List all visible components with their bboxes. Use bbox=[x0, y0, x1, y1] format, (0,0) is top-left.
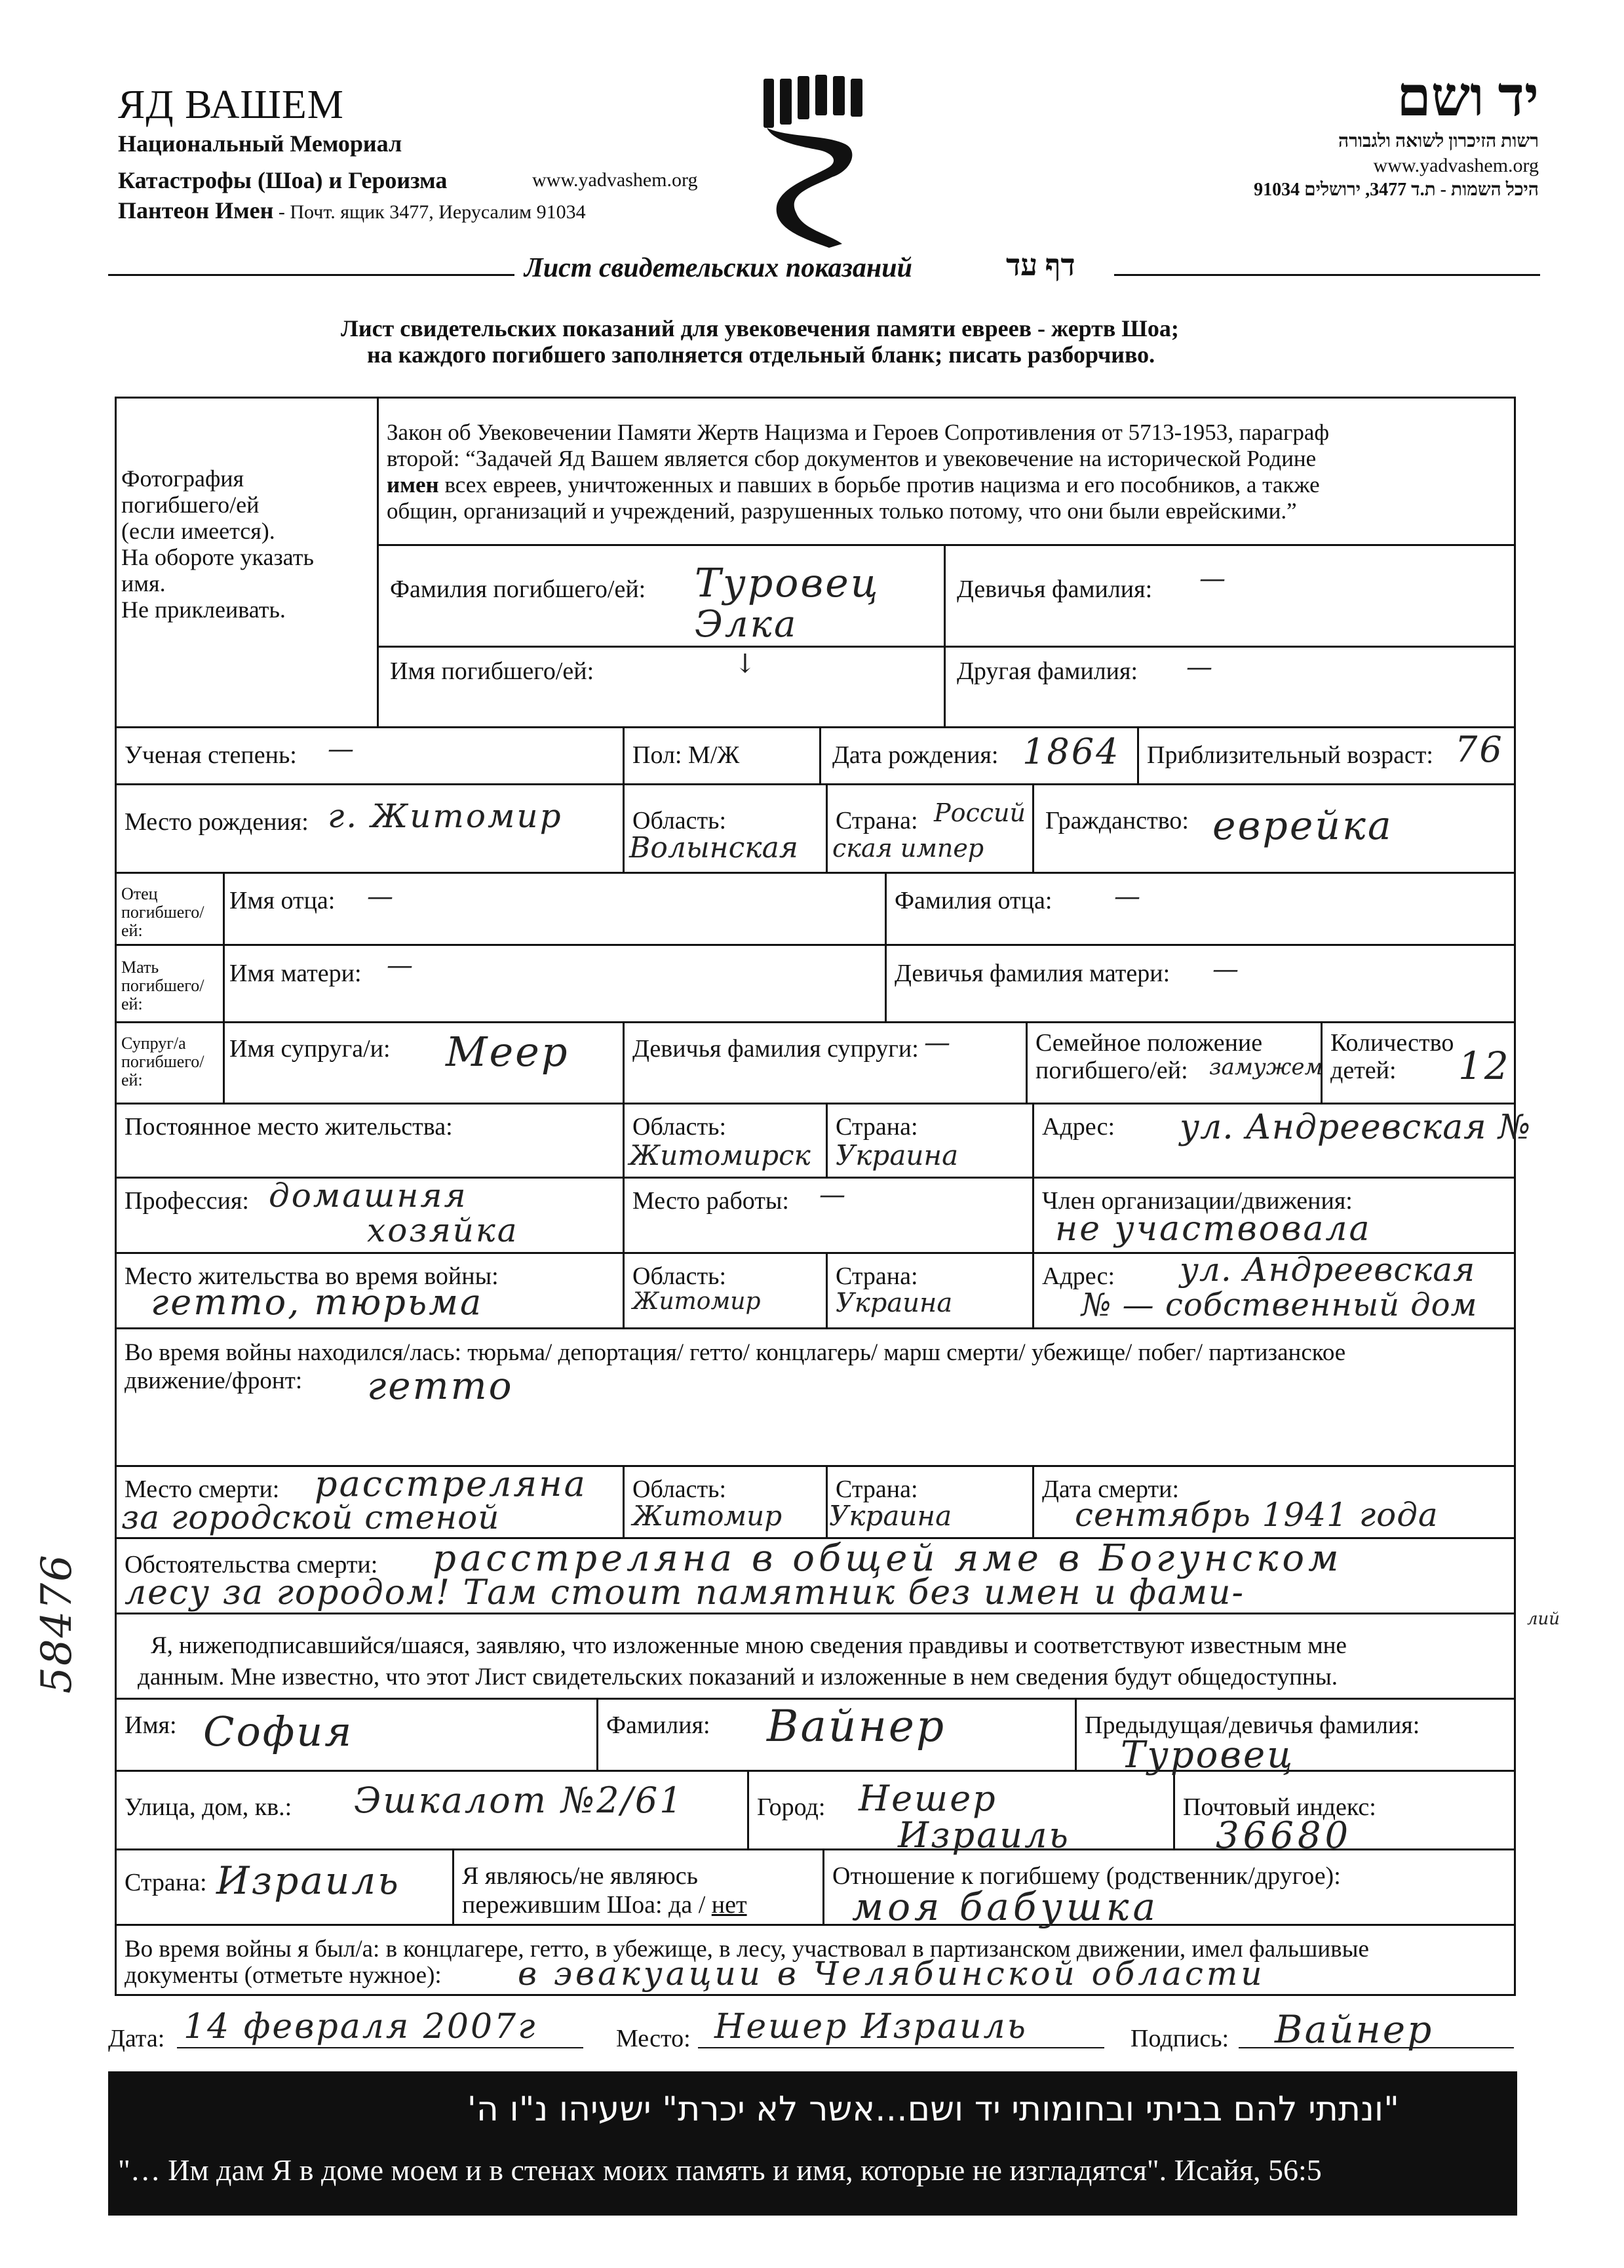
birth-country-value2[interactable]: ская импер bbox=[832, 834, 984, 863]
submitter-country-label: Страна: bbox=[125, 1869, 207, 1896]
father-side1: Отец bbox=[121, 884, 158, 903]
rule-degree bbox=[115, 783, 1516, 785]
header-left bbox=[118, 82, 402, 157]
war-address-value2[interactable]: № — собственный дом bbox=[1081, 1287, 1478, 1323]
submitter-prev-label: Предыдущая/девичья фамилия: bbox=[1085, 1711, 1420, 1739]
v-sub1 bbox=[596, 1698, 598, 1770]
father-surname-value[interactable]: — bbox=[1114, 882, 1142, 912]
first-name-label: Имя погибшего/ей: bbox=[390, 657, 594, 685]
v-surname bbox=[944, 544, 946, 726]
death-country-value[interactable]: Украина bbox=[829, 1500, 952, 1532]
law-l4: общин, организаций и учреждений, разрушенных только потому, что они были еврейскими.” bbox=[387, 498, 1297, 524]
children-value[interactable]: 12 bbox=[1458, 1044, 1511, 1088]
membership-value[interactable]: не участвовала bbox=[1055, 1209, 1372, 1249]
v-degree bbox=[623, 726, 625, 783]
citizenship-value[interactable]: еврейка bbox=[1212, 803, 1393, 849]
survivor-l2 bbox=[462, 1890, 747, 1919]
v-sub5 bbox=[452, 1848, 454, 1924]
father-surname-label: Фамилия отца: bbox=[895, 887, 1053, 914]
birth-country-label: Страна: bbox=[836, 807, 918, 834]
death-place-label: Место смерти: bbox=[125, 1476, 280, 1503]
sex-label: Пол: М/Ж bbox=[632, 741, 740, 769]
degree-value[interactable]: — bbox=[328, 734, 356, 764]
res-region-label: Область: bbox=[632, 1113, 727, 1141]
date-label: Дата: bbox=[108, 2025, 165, 2052]
pantheon-label: Пантеон Имен bbox=[118, 197, 274, 224]
survivor-yes: пережившим Шоа: да / bbox=[462, 1891, 712, 1919]
membership-label: Член организации/движения: bbox=[1042, 1187, 1353, 1215]
surname-label: Фамилия погибшего/ей: bbox=[390, 576, 646, 603]
hebrew-sub1: רשות הזיכרון לשואה ולגבורה bbox=[1338, 131, 1539, 151]
mother-maiden-label: Девичья фамилия матери: bbox=[895, 960, 1170, 987]
profession-value2[interactable]: хозяйка bbox=[367, 1211, 519, 1249]
v-bregion bbox=[826, 783, 828, 872]
children-label bbox=[1330, 1029, 1454, 1084]
mother-name-label: Имя матери: bbox=[229, 960, 362, 987]
rule-declaration bbox=[115, 1698, 1516, 1700]
v-sub3 bbox=[747, 1770, 749, 1848]
photo-l1: Фотография bbox=[121, 465, 244, 492]
war-address-label: Адрес: bbox=[1042, 1262, 1115, 1290]
rule-name bbox=[115, 726, 1516, 728]
maiden-value[interactable]: — bbox=[1199, 564, 1228, 594]
submitter-name-label: Имя: bbox=[125, 1711, 177, 1739]
law-l3-bold: имен bbox=[387, 472, 439, 498]
spouse-name-value[interactable]: Меер bbox=[446, 1028, 570, 1076]
war-region-label: Область: bbox=[632, 1262, 727, 1290]
city-value1[interactable]: Нешер bbox=[859, 1778, 997, 1819]
maiden-label: Девичья фамилия: bbox=[957, 576, 1153, 603]
v-side bbox=[223, 872, 225, 1103]
v-res3 bbox=[1032, 1103, 1034, 1327]
rule-spouse bbox=[115, 1103, 1516, 1105]
v-sub4 bbox=[1173, 1770, 1175, 1848]
rule-country bbox=[115, 1924, 1516, 1926]
survivor-no[interactable]: нет bbox=[711, 1891, 747, 1919]
title-rule-left bbox=[108, 274, 514, 276]
death-date-value[interactable]: сентябрь 1941 года bbox=[1075, 1496, 1439, 1534]
v-death2 bbox=[826, 1465, 828, 1537]
birth-region-value[interactable]: Волынская bbox=[629, 831, 798, 865]
spouse-side3: ей: bbox=[121, 1070, 143, 1089]
citizenship-label: Гражданство: bbox=[1045, 807, 1189, 834]
survivor-label bbox=[462, 1862, 747, 1919]
city-value2[interactable]: Израиль bbox=[898, 1814, 1070, 1856]
war-country-label: Страна: bbox=[836, 1262, 918, 1290]
other-surname-label: Другая фамилия: bbox=[957, 657, 1138, 685]
degree-label: Ученая степень: bbox=[125, 741, 297, 769]
father-name-label: Имя отца: bbox=[229, 887, 336, 914]
war-status-value[interactable]: гетто bbox=[367, 1363, 514, 1408]
mother-side2: погибшего/ bbox=[121, 976, 204, 995]
father-side2: погибшего/ bbox=[121, 903, 204, 922]
law-l3-rest: всех евреев, уничтоженных и павших в борьбе против нацизма и его пособников, а также bbox=[438, 472, 1320, 498]
res-country-value[interactable]: Украина bbox=[836, 1139, 959, 1171]
war-country-value[interactable]: Украина bbox=[836, 1288, 953, 1318]
birthdate-label: Дата рождения: bbox=[832, 741, 999, 769]
city-label: Город: bbox=[757, 1793, 826, 1821]
photo-l4: На обороте указать bbox=[121, 544, 314, 570]
war-status-line2: движение/фронт: bbox=[125, 1367, 303, 1394]
mother-maiden-value[interactable]: — bbox=[1212, 954, 1241, 985]
relation-value[interactable]: моя бабушка bbox=[852, 1885, 1160, 1929]
rule-father bbox=[115, 944, 1516, 946]
signature-label: Подпись: bbox=[1131, 2025, 1229, 2052]
children-l1: Количество bbox=[1330, 1029, 1454, 1057]
submitter-name-value[interactable]: София bbox=[203, 1708, 354, 1755]
wartime-value[interactable]: в эвакуации в Челябинской области bbox=[518, 1955, 1266, 1993]
other-surname-value[interactable]: — bbox=[1186, 652, 1214, 682]
first-name-value[interactable]: Элка bbox=[695, 603, 798, 646]
rule-birth bbox=[115, 872, 1516, 874]
law-l3 bbox=[387, 472, 1329, 498]
res-country-label: Страна: bbox=[836, 1113, 918, 1141]
spouse-side1: Супруг/а bbox=[121, 1034, 186, 1053]
v-war2 bbox=[826, 1252, 828, 1327]
war-residence-value[interactable]: гетто, тюрьма bbox=[151, 1281, 484, 1323]
spouse-name-label: Имя супруга/и: bbox=[229, 1035, 391, 1063]
v-sex bbox=[819, 726, 821, 783]
survivor-l1: Я являюсь/не являюсь bbox=[462, 1862, 698, 1890]
margin-reference-number: 58476 bbox=[32, 1554, 81, 1694]
title-rule-right bbox=[1114, 274, 1540, 276]
signature-value[interactable]: Вайнер bbox=[1275, 2007, 1434, 2052]
photo-l6: Не приклеивать. bbox=[121, 596, 286, 623]
relation-label: Отношение к погибшему (родственник/другое): bbox=[832, 1862, 1341, 1890]
form-title-hebrew: דף עד bbox=[1006, 248, 1075, 282]
org-name: ЯД ВАШЕМ bbox=[118, 83, 344, 127]
spouse-side-label bbox=[121, 1034, 204, 1089]
yad-vashem-logo-icon bbox=[760, 72, 872, 249]
war-region-value[interactable]: Житомир bbox=[632, 1288, 761, 1315]
first-name-arrow-icon: ↓ bbox=[734, 649, 758, 679]
photo-l3: (если имеется). bbox=[121, 518, 275, 544]
hebrew-sub2: היכל השמות - ת.ד 3477, ירושלים 91034 bbox=[1254, 180, 1539, 200]
marital-status-value[interactable]: замужем bbox=[1209, 1054, 1323, 1080]
v-birthdate bbox=[1137, 726, 1139, 783]
rule-surname bbox=[377, 646, 1516, 648]
workplace-value[interactable]: — bbox=[819, 1180, 847, 1210]
circumstances-value2[interactable]: лесу за городом! Там стоит памятник без имен и фами- bbox=[125, 1573, 1245, 1613]
declaration-l1: Я, нижеподписавшийся/шаяся, заявляю, что изложенные мною сведения правдивы и соответствуют известным мне bbox=[151, 1632, 1347, 1659]
war-status-line1: Во время войны находился/лась: тюрьма/ депортация/ гетто/ концлагерь/ марш смерти/ убежище/ побег/ партизанское bbox=[125, 1339, 1346, 1366]
date-value[interactable]: 14 февраля 2007г bbox=[184, 2007, 537, 2046]
pantheon-address: - Почт. ящик 3477, Иерусалим 91034 bbox=[273, 201, 586, 223]
profession-value1[interactable]: домашняя bbox=[269, 1177, 468, 1215]
place-underline bbox=[698, 2047, 1104, 2048]
residence-label: Постоянное место жительства: bbox=[125, 1113, 453, 1141]
photo-l5: имя. bbox=[121, 570, 166, 596]
website-right: www.yadvashem.org bbox=[1373, 155, 1539, 176]
age-value[interactable]: 76 bbox=[1455, 729, 1504, 770]
form-title: Лист свидетельских показаний bbox=[524, 253, 912, 283]
mother-side1: Мать bbox=[121, 958, 159, 977]
res-address-value[interactable]: ул. Андреевская № bbox=[1180, 1108, 1532, 1147]
v-death3 bbox=[1032, 1465, 1034, 1537]
v-bcountry bbox=[1032, 783, 1034, 872]
mother-side-label bbox=[121, 958, 204, 1013]
v-spouse bbox=[623, 1021, 625, 1103]
death-place-value1[interactable]: расстреляна bbox=[315, 1463, 587, 1504]
submitter-prev-value[interactable]: Туровец bbox=[1121, 1734, 1295, 1776]
mother-side3: ей: bbox=[121, 994, 143, 1013]
surname-value[interactable]: Туровец bbox=[695, 560, 880, 606]
rule-circumstances bbox=[115, 1613, 1516, 1614]
wartime-l1: Во время войны я был/а: в концлагере, гетто, в убежище, в лесу, участвовал в партизанском движении, имел фальшивые bbox=[125, 1936, 1369, 1963]
website-left: www.yadvashem.org bbox=[532, 169, 698, 191]
res-region-value[interactable]: Житомирск bbox=[629, 1139, 811, 1171]
workplace-label: Место работы: bbox=[632, 1187, 789, 1215]
spouse-maiden-label: Девичья фамилия супруги: bbox=[632, 1035, 919, 1063]
circumstances-label: Обстоятельства смерти: bbox=[125, 1551, 378, 1578]
rule-war-residence bbox=[115, 1327, 1516, 1329]
v-spouse2 bbox=[1026, 1021, 1028, 1103]
law-l1: Закон об Увековечении Памяти Жертв Нацизма и Героев Сопротивления от 5713-1953, параграф bbox=[387, 420, 1330, 445]
spouse-maiden-value[interactable]: — bbox=[924, 1028, 952, 1058]
marital-status-l1: Семейное положение bbox=[1035, 1029, 1263, 1057]
father-side-label bbox=[121, 885, 204, 940]
res-address-label: Адрес: bbox=[1042, 1113, 1115, 1141]
org-sub1: Национальный Мемориал bbox=[118, 130, 402, 157]
v-sub6 bbox=[822, 1848, 824, 1924]
place-value[interactable]: Нешер Израиль bbox=[714, 2007, 1028, 2046]
rule-law bbox=[377, 544, 1516, 546]
v-sub2 bbox=[1075, 1698, 1077, 1770]
street-value[interactable]: Эшкалот №2/61 bbox=[354, 1780, 684, 1821]
spouse-side2: погибшего/ bbox=[121, 1052, 204, 1071]
quote-hebrew: "ונתתי להם בביתי ובחומותי יד ושם...אשר לא יכרת" ישעיהו נ"ו ה' bbox=[467, 2090, 1399, 2129]
profession-label: Профессия: bbox=[125, 1187, 249, 1215]
war-residence-label: Место жительства во время войны: bbox=[125, 1262, 499, 1290]
birthdate-value[interactable]: 1864 bbox=[1022, 731, 1121, 772]
photo-l2: погибшего/ей bbox=[121, 492, 260, 518]
birth-region-label: Область: bbox=[632, 807, 727, 834]
death-date-label: Дата смерти: bbox=[1042, 1476, 1180, 1503]
birth-country-value1[interactable]: Россий bbox=[934, 798, 1026, 827]
law-l2: второй: “Задачей Яд Вашем является сбор документов и увековечение на исторической Родине bbox=[387, 446, 1317, 471]
v-death1 bbox=[623, 1465, 625, 1537]
street-label: Улица, дом, кв.: bbox=[125, 1793, 292, 1821]
rule-mother bbox=[115, 1021, 1516, 1023]
zip-value[interactable]: 36680 bbox=[1216, 1814, 1353, 1857]
law-text bbox=[387, 420, 1329, 524]
submitter-country-value[interactable]: Израиль bbox=[216, 1858, 400, 1903]
age-label: Приблизительный возраст: bbox=[1147, 741, 1433, 769]
father-side3: ей: bbox=[121, 921, 143, 940]
marital-status-l2: погибшего/ей: bbox=[1035, 1057, 1188, 1084]
quote-russian: "… Им дам Я в доме моем и в стенах моих память и имя, которые не изгладятся". Исайя, 56:5 bbox=[118, 2153, 1322, 2187]
quote-banner bbox=[108, 2071, 1517, 2216]
declaration-l2: данным. Мне известно, что этот Лист свидетельских показаний и изложенные в нем сведения будут общедоступны. bbox=[138, 1664, 1338, 1691]
place-label: Место: bbox=[616, 2025, 691, 2052]
children-l2: детей: bbox=[1330, 1057, 1397, 1084]
hebrew-title: יד ושם bbox=[1397, 67, 1539, 128]
circumstances-value3[interactable]: лий bbox=[1527, 1609, 1560, 1629]
v-parents bbox=[885, 872, 887, 1021]
declaration-text bbox=[138, 1630, 1347, 1693]
death-country-label: Страна: bbox=[836, 1476, 918, 1503]
photo-instructions bbox=[121, 465, 314, 623]
death-place-value2[interactable]: за городской стеной bbox=[121, 1498, 500, 1536]
death-region-value[interactable]: Житомир bbox=[632, 1500, 783, 1532]
v-res2 bbox=[826, 1103, 828, 1177]
v-birthplace bbox=[623, 783, 625, 872]
birthplace-label: Место рождения: bbox=[125, 808, 309, 836]
org-sub3 bbox=[118, 197, 586, 224]
rule-submitter-name bbox=[115, 1770, 1516, 1772]
v-res1 bbox=[623, 1103, 625, 1327]
zip-label: Почтовый индекс: bbox=[1183, 1793, 1376, 1821]
birthplace-value[interactable]: г. Житомир bbox=[328, 797, 563, 835]
death-region-label: Область: bbox=[632, 1476, 727, 1503]
date-underline bbox=[177, 2047, 583, 2048]
circumstances-value1[interactable]: расстреляна в общей яме в Богунском bbox=[433, 1537, 1343, 1580]
war-address-value1[interactable]: ул. Андреевская bbox=[1180, 1251, 1476, 1289]
submitter-surname-label: Фамилия: bbox=[606, 1711, 710, 1739]
intro-line1: Лист свидетельских показаний для увековечения памяти евреев - жертв Шоа; bbox=[341, 315, 1179, 342]
submitter-surname-value[interactable]: Вайнер bbox=[767, 1701, 946, 1751]
wartime-l2: документы (отметьте нужное): bbox=[125, 1962, 442, 1989]
father-name-value[interactable]: — bbox=[367, 882, 395, 912]
org-sub2: Катастрофы (Шоа) и Героизма bbox=[118, 167, 448, 193]
mother-name-value[interactable]: — bbox=[387, 950, 415, 981]
intro-line2: на каждого погибшего заполняется отдельный бланк; писать разборчиво. bbox=[367, 342, 1155, 368]
v-photo bbox=[377, 397, 379, 726]
